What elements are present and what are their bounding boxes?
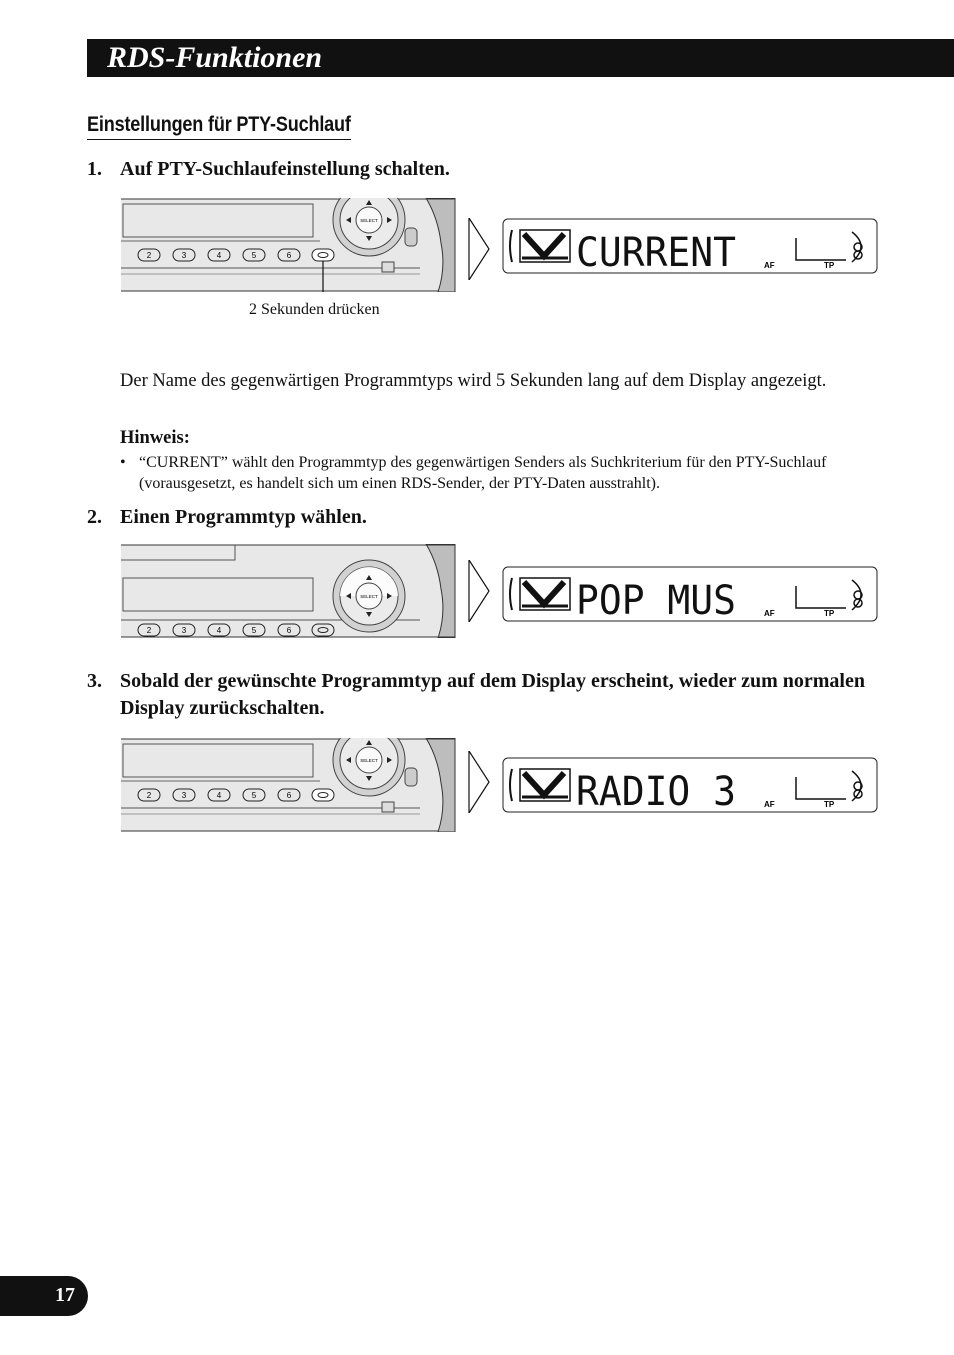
section-title: Einstellungen für PTY-Suchlauf: [87, 113, 351, 140]
af-indicator: AF: [764, 609, 775, 618]
lcd-text-2: POP MUS: [576, 578, 736, 622]
preset-button-label: 2: [146, 791, 152, 800]
tp-indicator: TP: [824, 800, 835, 809]
step-2-text: Einen Programmtyp wählen.: [120, 506, 367, 528]
select-button-label: SELECT: [360, 758, 378, 763]
header-bar: [87, 39, 954, 77]
af-indicator: AF: [764, 261, 775, 270]
lcd-display-1: [502, 218, 878, 274]
arrow-right-icon: [467, 218, 491, 280]
step-2-number: 2.: [87, 506, 102, 528]
preset-button-label: 4: [216, 251, 222, 260]
step-3-text: Sobald der gewünschte Programmtyp auf dem Display erscheint, wieder zum normalen Display zurückschalten.: [120, 670, 865, 719]
tp-indicator: TP: [824, 609, 835, 618]
press-caption: 2 Sekunden drücken: [249, 301, 380, 318]
head-unit-illustration-1: [120, 198, 457, 292]
preset-button-label: 3: [181, 251, 187, 260]
lcd-text-3: RADIO 3: [576, 769, 736, 813]
arrow-right-icon: [467, 560, 491, 622]
preset-button-label: 3: [181, 791, 187, 800]
preset-button-label: 6: [286, 626, 292, 635]
page-number: 17: [55, 1284, 75, 1306]
note-text: “CURRENT” wählt den Programmtyp des gegenwärtigen Senders als Suchkriterium für den PTY-Suchlauf (vorausgesetzt, es handelt sich um einen RDS-Sender, der PTY-Daten ausstrahlt).: [139, 454, 827, 492]
preset-button-label: 3: [181, 626, 187, 635]
lcd-display-3: [502, 757, 878, 813]
step-1-number: 1.: [87, 158, 102, 180]
select-button-label: SELECT: [360, 218, 378, 223]
step-1-text: Auf PTY-Suchlaufeinstellung schalten.: [120, 158, 450, 180]
af-indicator: AF: [764, 800, 775, 809]
preset-button-label: 6: [286, 791, 292, 800]
bullet-icon: •: [120, 454, 126, 471]
header-title: RDS-Funktionen: [107, 41, 323, 74]
description-text: Der Name des gegenwärtigen Programmtyps wird 5 Sekunden lang auf dem Display angezeigt.: [120, 371, 827, 391]
lcd-display-2: [502, 566, 878, 622]
lcd-text-1: CURRENT: [576, 230, 736, 274]
preset-button-label: 5: [251, 251, 257, 260]
preset-button-label: 2: [146, 251, 152, 260]
tp-indicator: TP: [824, 261, 835, 270]
preset-button-label: 5: [251, 791, 257, 800]
preset-button-label: 5: [251, 626, 257, 635]
head-unit-illustration-3: [120, 738, 457, 832]
page-number-tab: [0, 1276, 88, 1316]
select-button-label: SELECT: [360, 594, 378, 599]
preset-button-label: 4: [216, 791, 222, 800]
preset-button-label: 4: [216, 626, 222, 635]
head-unit-illustration-2: [120, 544, 457, 638]
note-heading: Hinweis:: [120, 428, 190, 448]
preset-button-label: 6: [286, 251, 292, 260]
arrow-right-icon: [467, 751, 491, 813]
preset-button-label: 2: [146, 626, 152, 635]
step-3-number: 3.: [87, 670, 102, 692]
